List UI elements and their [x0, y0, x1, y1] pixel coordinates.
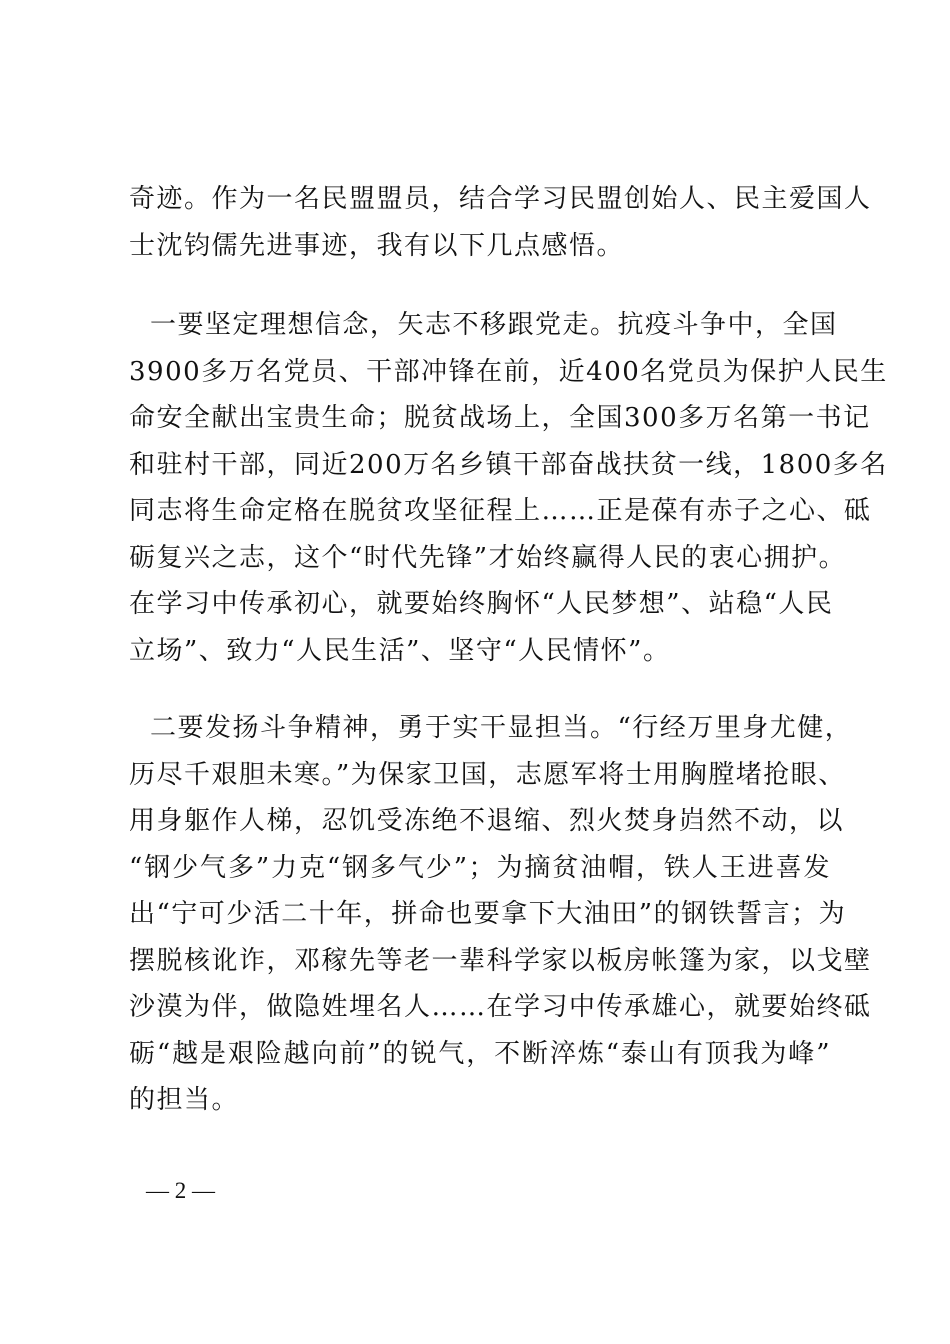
text-line: 摆脱核讹诈，邓稼先等老一辈科学家以板房帐篷为家，以戈壁 [129, 945, 872, 976]
text-line: “钢少气多”力克“钢多气少”；为摘贫油帽，铁人王进喜发 [129, 852, 831, 883]
text-line: 士沈钧儒先进事迹，我有以下几点感悟。 [129, 230, 625, 261]
text-line: 二要发扬斗争精神，勇于实干显担当。“行经万里身尤健， [150, 713, 853, 743]
paragraph-1 [129, 176, 872, 269]
text-line: 用身躯作人梯，忍饥受冻绝不退缩、烈火焚身岿然不动，以 [129, 806, 845, 836]
paragraph-3 [129, 705, 872, 1124]
text-line: 砺复兴之志，这个“时代先锋”才始终赢得人民的衷心拥护。 [129, 542, 847, 573]
text-line: 一要坚定理想信念，矢志不移跟党走。抗疫斗争中，全国 [150, 310, 838, 340]
text-line: 和驻村干部，同近200万名乡镇干部奋战扶贫一线，1800多名 [129, 449, 888, 480]
text-line: 立场”、致力“人民生活”、坚守“人民情怀”。 [129, 635, 671, 666]
page-number: — 2 — [146, 1178, 215, 1203]
text-line: 砺“越是艰险越向前”的锐气，不断淬炼“泰山有顶我为峰” [129, 1038, 831, 1069]
text-line: 的担当。 [129, 1085, 240, 1115]
text-line: 历尽千艰胆未寒。”为保家卫国，志愿军将士用胸膛堵抢眼、 [129, 759, 846, 790]
paragraph-2 [129, 302, 888, 674]
text-line: 命安全献出宝贵生命；脱贫战场上，全国300多万名第一书记 [129, 403, 871, 433]
text-line: 3900多万名党员、干部冲锋在前，近400名党员为保护人民生 [129, 356, 888, 387]
text-line: 同志将生命定格在脱贫攻坚征程上……正是葆有赤子之心、砥 [129, 496, 872, 526]
text-line: 在学习中传承初心，就要始终胸怀“人民梦想”、站稳“人民 [129, 589, 834, 619]
text-line: 奇迹。作为一名民盟盟员，结合学习民盟创始人、民主爱国人 [129, 184, 872, 214]
text-line: 出“宁可少活二十年，拼命也要拿下大油田”的钢铁誓言；为 [129, 899, 847, 929]
text-line: 沙漠为伴，做隐姓埋名人……在学习中传承雄心，就要始终砥 [129, 992, 872, 1022]
